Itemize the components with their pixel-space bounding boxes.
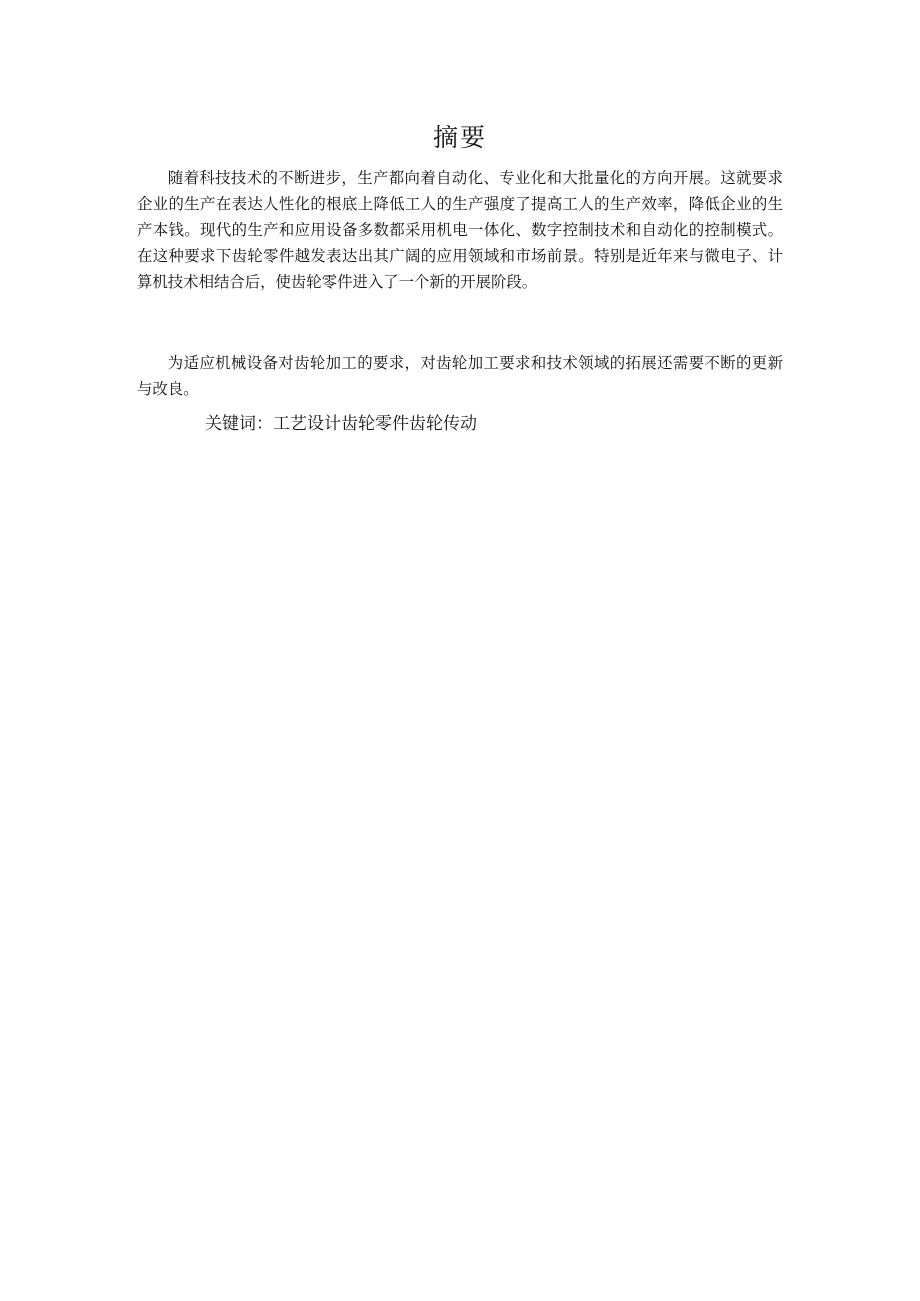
- keywords-line: [205, 410, 477, 438]
- abstract-paragraph-2: 为适应机械设备对齿轮加工的要求，对齿轮加工要求和技术领域的拓展还需要不断的更新与改良。: [137, 354, 783, 398]
- abstract-paragraph-1: 随着科技技术的不断进步，生产都向着自动化、专业化和大批量化的方向开展。这就要求企业的生产在表达人性化的根底上降低工人的生产强度了提高工人的生产效率，降低企业的生产本钱。现代的生产和应用设备多数都采用机电一体化、数字控制技术和自动化的控制模式。在这种要求下齿轮零件越发表达出其广阔的应用领域和市场前景。特别是近年来与微电子、计算机技术相结合后，使齿轮零件进入了一个新的开展阶段。: [137, 169, 783, 291]
- keywords-label: 关键词：: [205, 414, 273, 434]
- keywords-values: 工艺设计齿轮零件齿轮传动: [273, 414, 477, 434]
- abstract-title: 摘要: [432, 123, 487, 152]
